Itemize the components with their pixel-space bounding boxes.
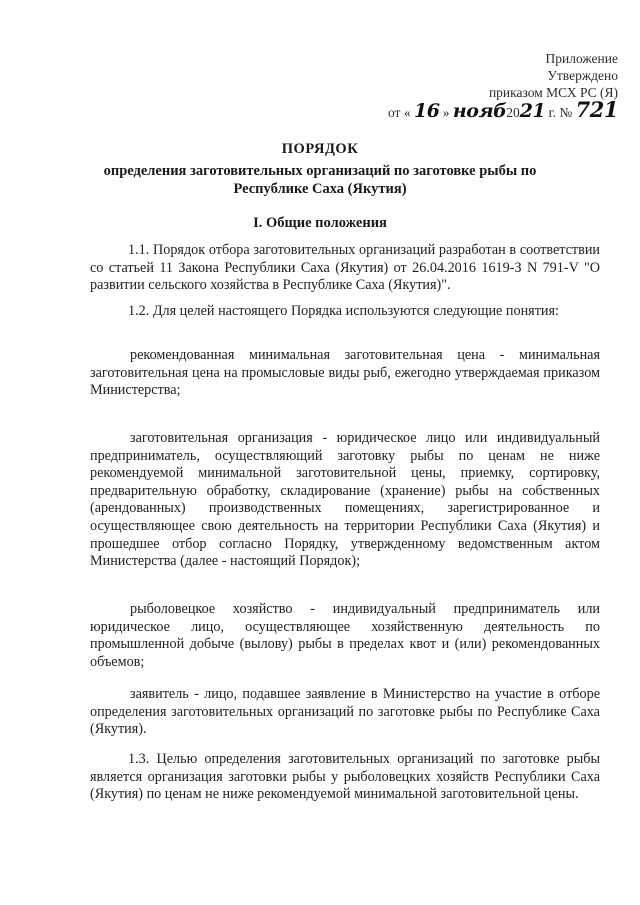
approved-label: Утверждено bbox=[547, 68, 618, 83]
approval-stamp bbox=[318, 50, 618, 121]
paragraph-1-3: 1.3. Целью определения заготовительных организаций по заготовке рыбы является организация заготовки рыбы у рыболовецких хозяйств Республики Саха (Якутия) по ценам не ниже рекомендуемой минимальной заготовительной цены. bbox=[90, 751, 600, 803]
handwritten-day: 16 bbox=[413, 100, 440, 122]
section-heading: I. Общие положения bbox=[253, 215, 387, 231]
definition-min-price: рекомендованная минимальная заготовительная цена - минимальная заготовительная цена на промысловые виды рыб, ежегодно утверждаемая приказом Министерства; bbox=[90, 347, 600, 399]
date-prefix: от « bbox=[387, 105, 411, 120]
definition-fishing-farm: рыболовецкое хозяйство - индивидуальный предприниматель или юридическое лицо, осуществляющее хозяйственную деятельность по промышленной добыче (вылову) рыбы в пределах квот и (или) рекомендованных объемов; bbox=[90, 601, 600, 670]
appendix-label: Приложение bbox=[545, 51, 618, 66]
document-title: ПОРЯДОК bbox=[281, 141, 359, 157]
definition-applicant: заявитель - лицо, подавшее заявление в Министерство на участие в отборе определения заготовительных организаций по заготовке рыбы по Республике Саха (Якутия). bbox=[90, 686, 600, 738]
handwritten-month: нояб bbox=[452, 100, 507, 122]
handwritten-year: 21 bbox=[519, 100, 546, 122]
order-label: приказом МСХ РС (Я) bbox=[488, 85, 618, 100]
document-subtitle-line2: Республике Саха (Якутия) bbox=[233, 181, 407, 197]
handwritten-order-number: 721 bbox=[575, 97, 618, 122]
year-prefix: 20 bbox=[506, 105, 520, 120]
paragraph-1-2: 1.2. Для целей настоящего Порядка используются следующие понятия: bbox=[128, 303, 559, 319]
approval-date-line bbox=[318, 97, 618, 122]
document-subtitle-line1: определения заготовительных организаций по заготовке рыбы по bbox=[103, 163, 537, 179]
definition-procurement-org: заготовительная организация - юридическое лицо или индивидуальный предприниматель, осуществляющий заготовку рыбы по ценам не ниже рекомендуемой минимальной заготовительной цены, приемку, сортировку, предварительную обработку, складирование (хранение) рыбы на собственных (арендованных) производственных помещениях, зарегистрированное и осуществляющее свою деятельность на территории Республики Саха (Якутия) и прошедшее отбор согласно Порядку, утвержденному ведомственным актом Министерства (далее - настоящий Порядок); bbox=[90, 430, 600, 570]
paragraph-1-1: 1.1. Порядок отбора заготовительных организаций разработан в соответствии со статьей 11 Закона Республики Саха (Якутия) от 26.04.2016 1619-З N 791-V "О развитии сельского хозяйства в Республике Саха (Якутия)". bbox=[90, 242, 600, 294]
date-mid: » bbox=[442, 105, 450, 120]
number-prefix: г. № bbox=[548, 105, 573, 120]
